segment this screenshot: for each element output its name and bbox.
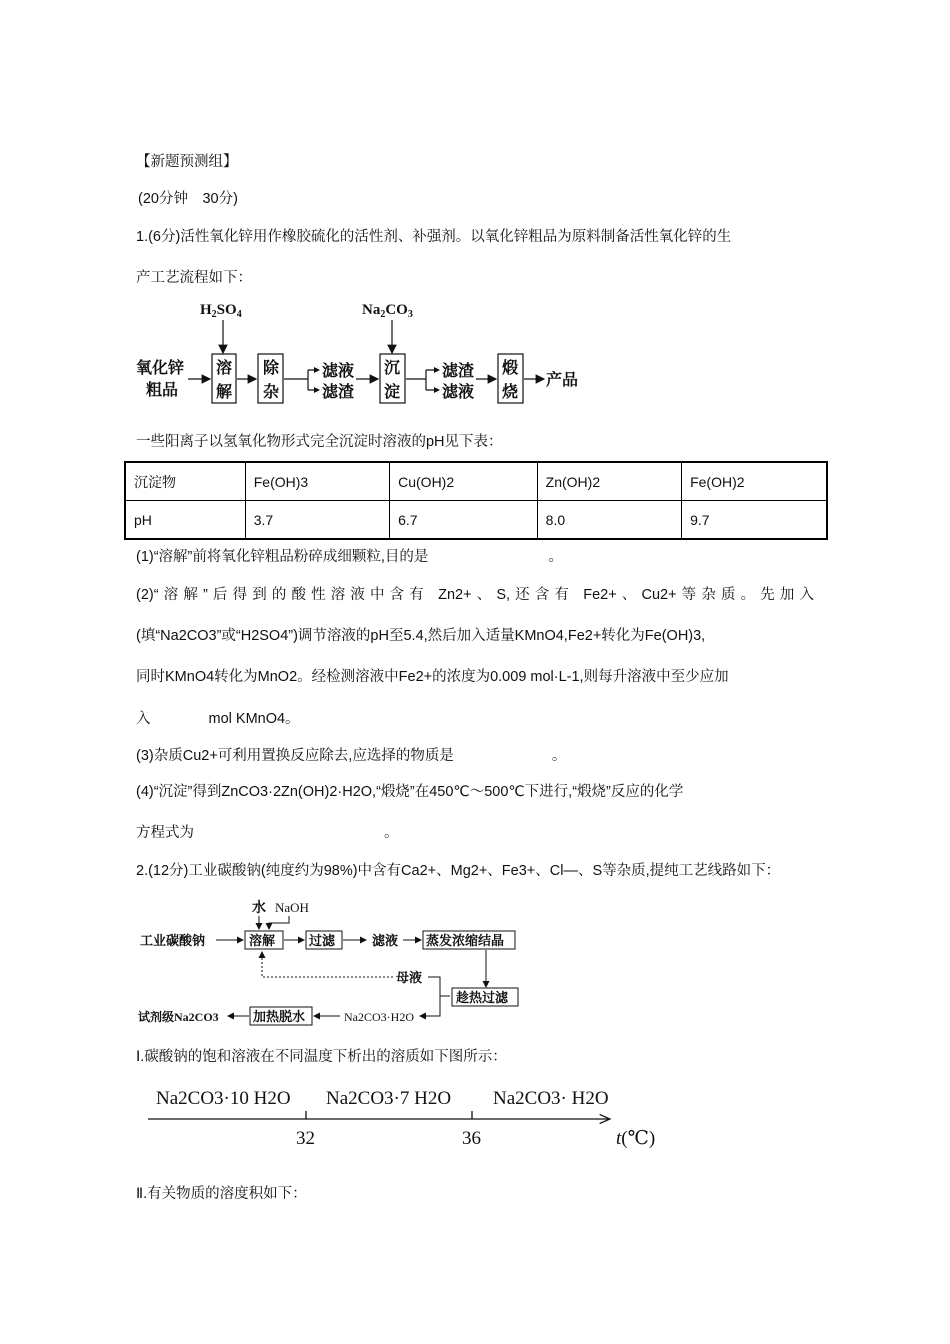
table-cell: Fe(OH)3 bbox=[245, 462, 389, 501]
svg-text:H2SO4: $H_2SO_4$ bbox=[200, 302, 242, 320]
svg-text:烧: 烧 bbox=[502, 384, 519, 401]
q1-intro-line1: 1.(6分)活性氧化锌用作橡胶硫化的活性剂、补强剂。以氧化锌粗品为原料制备活性氧化锌的生 bbox=[136, 229, 732, 245]
q1-flow-diagram bbox=[130, 296, 610, 406]
table-cell: pH bbox=[125, 501, 245, 540]
svg-text:滤液: 滤液 bbox=[442, 384, 475, 401]
svg-text:加热脱水: 加热脱水 bbox=[253, 1009, 306, 1024]
q2-part2: Ⅱ.有关物质的溶度积如下： bbox=[136, 1186, 307, 1202]
svg-text:杂: 杂 bbox=[263, 384, 280, 401]
axis-tick-label: 36 bbox=[462, 1128, 481, 1149]
table-cell: Fe(OH)2 bbox=[682, 462, 827, 501]
q1-table-intro: 一些阳离子以氢氧化物形式完全沉淀时溶液的pH见下表： bbox=[136, 434, 503, 450]
flow-start-line1: 氧化锌 bbox=[136, 360, 185, 377]
svg-text:水: 水 bbox=[252, 901, 266, 916]
table-cell: 8.0 bbox=[537, 501, 681, 540]
svg-text:淀: 淀 bbox=[384, 384, 401, 401]
axis-label-low: Na2CO3·10 H2O bbox=[156, 1088, 291, 1109]
axis-tick-label: 32 bbox=[296, 1128, 315, 1149]
q2-intro: 2.(12分)工业碳酸钠(纯度约为98%)中含有Ca2+、Mg2+、Fe3+、Cl—、S等杂质,提纯工艺线路如下： bbox=[136, 863, 781, 879]
flow-start-line2: 粗品 bbox=[146, 382, 179, 399]
q1-part1: (1)“溶解”前将氧化锌粗品粉碎成细颗粒,目的是 。 bbox=[136, 549, 563, 565]
q1-intro-line2: 产工艺流程如下： bbox=[136, 270, 252, 286]
q2-flow-diagram bbox=[138, 895, 538, 1030]
q1-part2-line1: (2)“溶解”后得到的酸性溶液中含有 Zn2+、S,还含有 Fe2+、Cu2+等杂质。先加入 bbox=[136, 587, 814, 603]
q1-part4-line1: (4)“沉淀”得到ZnCO3·2Zn(OH)2·H2O,“煅烧”在450℃～500℃下进行,“煅烧”反应的化学 bbox=[136, 784, 684, 800]
q1-part2-line2: (填“Na2CO3”或“H2SO4”)调节溶液的pH至5.4,然后加入适量KMnO4,Fe2+转化为Fe(OH)3, bbox=[136, 628, 706, 644]
svg-text:Na2CO3·H2O: Na2CO3·H2O bbox=[344, 1010, 414, 1024]
table-row bbox=[125, 462, 827, 501]
svg-text:溶: 溶 bbox=[216, 360, 233, 377]
ph-table bbox=[124, 461, 828, 540]
svg-text:Na2CO3: $Na_2CO_3$ bbox=[362, 302, 413, 320]
svg-text:趁热过滤: 趁热过滤 bbox=[456, 990, 509, 1005]
svg-text:解: 解 bbox=[216, 384, 233, 401]
q1-part2-line3: 同时KMnO4转化为MnO2。经检测溶液中Fe2+的浓度为0.009 mol·L-1,则每升溶液中至少应加 bbox=[136, 669, 729, 685]
svg-text:滤液: 滤液 bbox=[322, 363, 355, 380]
table-cell: 6.7 bbox=[390, 501, 538, 540]
table-cell: Zn(OH)2 bbox=[537, 462, 681, 501]
section-title: 【新题预测组】 bbox=[136, 154, 238, 170]
svg-text:过滤: 过滤 bbox=[309, 933, 336, 948]
svg-text:沉: 沉 bbox=[384, 360, 401, 377]
table-row bbox=[125, 501, 827, 540]
svg-text:滤渣: 滤渣 bbox=[442, 363, 475, 380]
svg-text:母液: 母液 bbox=[396, 970, 423, 985]
table-cell: 3.7 bbox=[245, 501, 389, 540]
flow-product: 产品 bbox=[546, 372, 579, 389]
table-cell: 沉淀物 bbox=[125, 462, 245, 501]
table-cell: 9.7 bbox=[682, 501, 827, 540]
svg-text:煅: 煅 bbox=[502, 360, 519, 377]
svg-text:蒸发浓缩结晶: 蒸发浓缩结晶 bbox=[426, 933, 505, 948]
axis-label-high: Na2CO3· H2O bbox=[493, 1088, 609, 1109]
svg-text:工业碳酸钠: 工业碳酸钠 bbox=[140, 933, 206, 948]
axis-label-mid: Na2CO3·7 H2O bbox=[326, 1088, 452, 1109]
svg-text:溶解: 溶解 bbox=[249, 933, 276, 948]
table-cell: Cu(OH)2 bbox=[390, 462, 538, 501]
svg-text:试剂级Na2CO3: 试剂级Na2CO3 bbox=[138, 1010, 219, 1024]
q2-part1: Ⅰ.碳酸钠的饱和溶液在不同温度下析出的溶质如下图所示： bbox=[136, 1049, 507, 1065]
svg-text:滤液: 滤液 bbox=[372, 933, 399, 948]
temperature-axis bbox=[140, 1080, 670, 1160]
svg-text:滤渣: 滤渣 bbox=[322, 384, 355, 401]
q1-part4-line2: 方程式为 。 bbox=[136, 825, 399, 841]
q1-part3: (3)杂质Cu2+可利用置换反应除去,应选择的物质是 。 bbox=[136, 748, 567, 764]
time-score: (20分钟 30分) bbox=[138, 191, 238, 207]
axis-unit: t(℃) bbox=[616, 1128, 656, 1149]
svg-text:NaOH: NaOH bbox=[275, 900, 309, 915]
q1-part2-line4: 入 mol KMnO4。 bbox=[136, 711, 300, 727]
svg-text:除: 除 bbox=[263, 360, 280, 377]
